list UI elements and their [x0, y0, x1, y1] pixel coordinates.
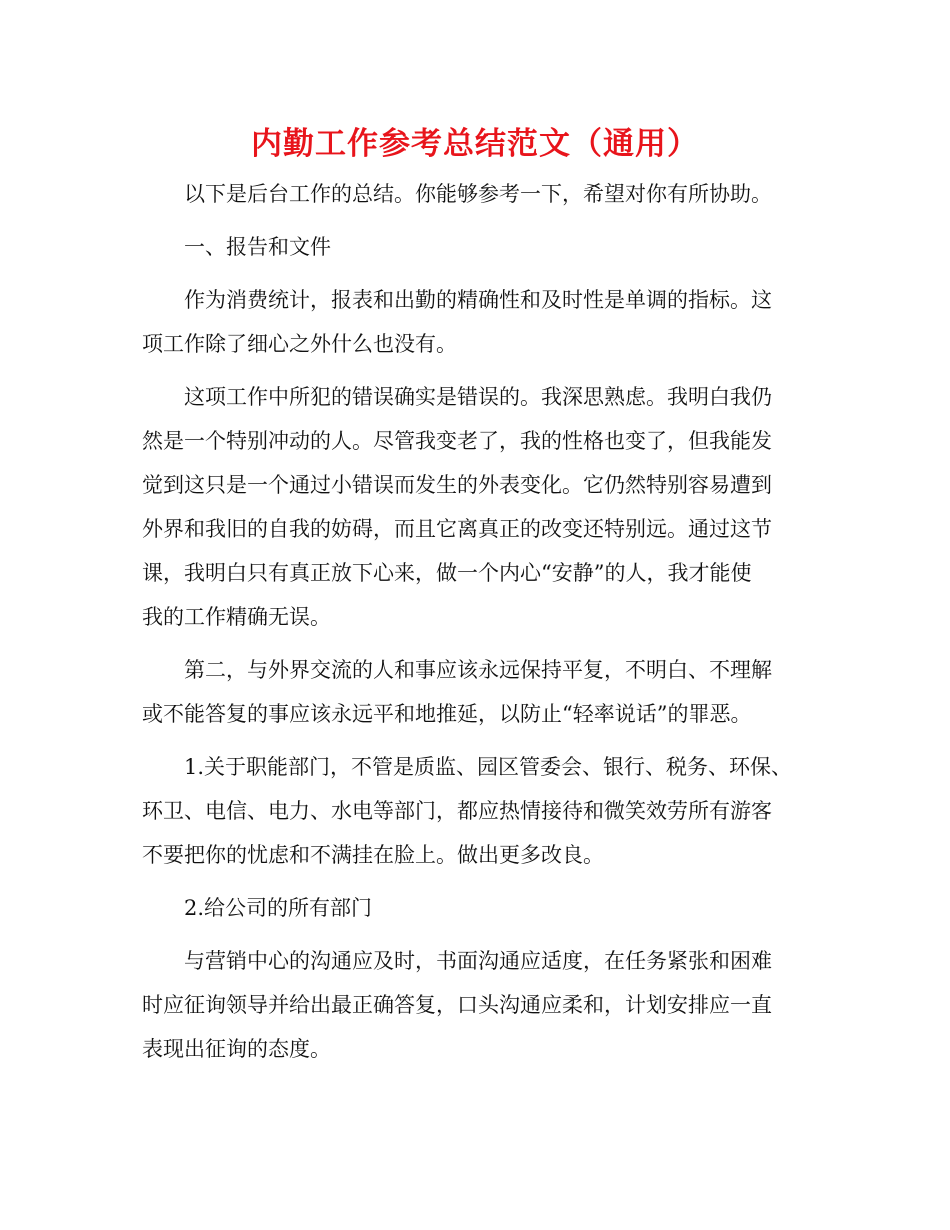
- text-line: 表现出征询的态度。: [142, 1037, 331, 1061]
- text-line: 以下是后台工作的总结。你能够参考一下，希望对你有所协助。: [184, 182, 772, 206]
- section-heading-reports: [142, 225, 810, 269]
- text-line: 这项工作中所犯的错误确实是错误的。我深思熟虑。我明白我仍: [184, 385, 772, 409]
- text-line: 然是一个特别冲动的人。尽管我变老了，我的性格也变了，但我能发: [142, 429, 772, 453]
- text-line: 与营销中心的沟通应及时，书面沟通应适度，在任务紧张和困难: [184, 949, 772, 973]
- text-line: 或不能答复的事应该永远平和地推延，以防止“轻率说话”的罪恶。: [142, 702, 752, 726]
- text-line: 我的工作精确无误。: [142, 605, 331, 629]
- text-line: 不要把你的忧虑和不满挂在脸上。做出更多改良。: [142, 843, 604, 867]
- paragraph-item-1: [142, 745, 810, 877]
- text-line: 项工作除了细心之外什么也没有。: [142, 332, 457, 356]
- document-body: [142, 172, 810, 1080]
- text-line: 2.给公司的所有部门: [184, 896, 373, 920]
- text-line: 环卫、电信、电力、水电等部门，都应热情接待和微笑效劳所有游客: [142, 799, 772, 823]
- text-line: 1.关于职能部门，不管是质监、园区管委会、银行、税务、环保、: [184, 755, 793, 779]
- text-line: 作为消费统计，报表和出勤的精确性和及时性是单调的指标。这: [184, 288, 772, 312]
- text-line: 觉到这只是一个通过小错误而发生的外表变化。它仍然特别容易遭到: [142, 473, 772, 497]
- text-line: 课，我明白只有真正放下心来，做一个内心“安静”的人，我才能使: [142, 561, 752, 585]
- text-line: 第二，与外界交流的人和事应该永远保持平复，不明白、不理解: [184, 658, 772, 682]
- paragraph-second: [142, 648, 810, 736]
- text-line: 时应征询领导并给出最正确答复，口头沟通应柔和，计划安排应一直: [142, 993, 772, 1017]
- text-line: 外界和我旧的自我的妨碍，而且它离真正的改变还特别远。通过这节: [142, 517, 772, 541]
- document-title: 内勤工作参考总结范文（通用）: [251, 126, 699, 162]
- paragraph-statistics: [142, 278, 810, 366]
- paragraph-intro: [142, 172, 810, 216]
- paragraph-marketing: [142, 939, 810, 1071]
- paragraph-reflection: [142, 375, 810, 639]
- paragraph-item-2: [142, 886, 810, 930]
- text-line: 一、报告和文件: [184, 235, 331, 259]
